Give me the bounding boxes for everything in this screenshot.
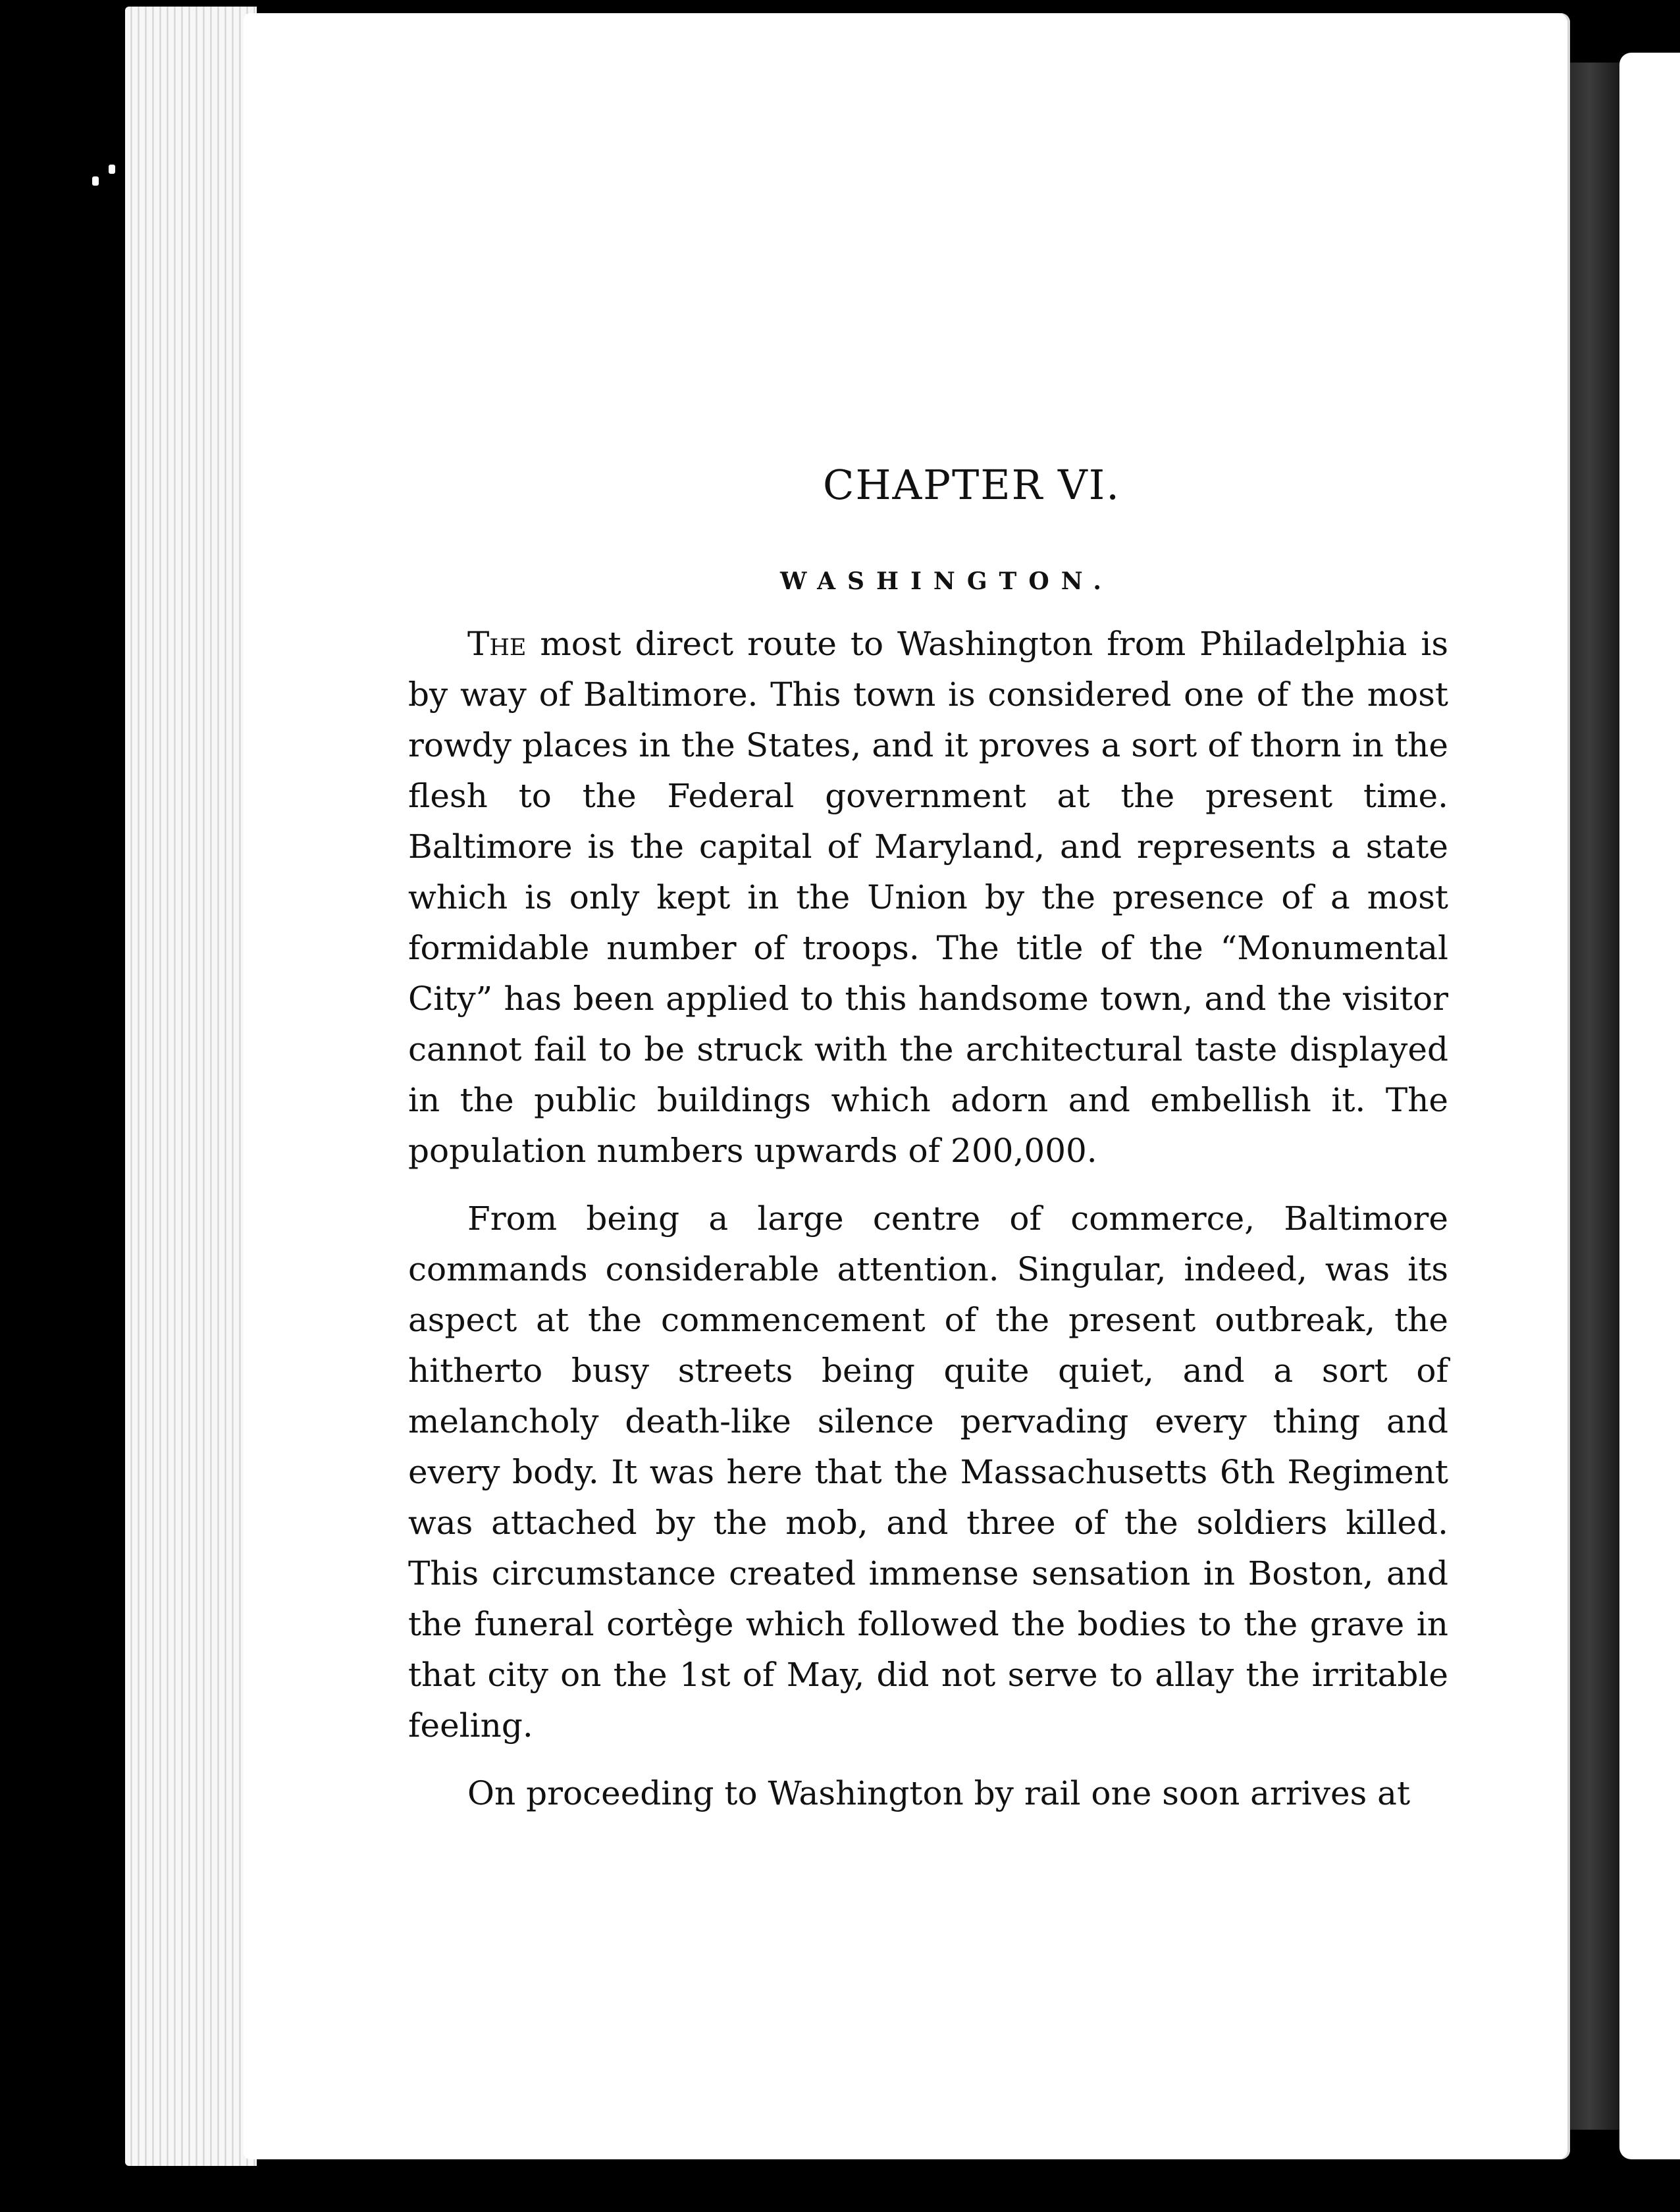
paragraph-lead-word: The (467, 625, 527, 663)
chapter-title: CHAPTER VI. (823, 461, 1120, 509)
facing-page-edge (1619, 53, 1680, 2159)
paragraph-text: most direct route to Washington from Philadelphia is by way of Baltimore. This town is considered one of the most rowdy places in the States, and it proves a sort of thorn in the flesh to the Federal government at the present time. Baltimore is the capital of Maryland, and represents a state which is only kept in the Union by the presence of a most formidable number of troops. The title of the “Monumental City” has been applied to this handsome town, and the visitor cannot fail to be struck with the architectural taste displayed in the public buildings which adorn and embellish it. The population numbers upwards of 200,000. (408, 625, 1448, 1170)
paragraph-text: From being a large centre of commerce, Baltimore commands considerable attention. Singular, indeed, was its aspect at the commencement of the present outbreak, the hitherto busy streets being quite quiet, and a sort of melancholy death-like silence pervading every thing and every body. It was here that the Massachusetts 6th Regiment was attached by the mob, and three of the soldiers killed. This circumstance created immense sensation in Boston, and the funeral cortège which followed the bodies to the grave in that city on the 1st of May, did not serve to allay the irritable feeling. (408, 1199, 1448, 1745)
stray-mark (109, 165, 115, 174)
chapter-subtitle: WASHINGTON. (780, 567, 1113, 595)
paragraph-2 (408, 1194, 1448, 1751)
book-spine (1570, 63, 1619, 2130)
paragraph-3 (408, 1768, 1448, 1819)
paragraph-1 (408, 619, 1448, 1176)
body-text (408, 619, 1448, 1836)
paragraph-text: On proceeding to Washington by rail one soon arrives at (467, 1774, 1411, 1812)
page-edge-stack (125, 7, 257, 2166)
stray-mark (92, 176, 99, 186)
